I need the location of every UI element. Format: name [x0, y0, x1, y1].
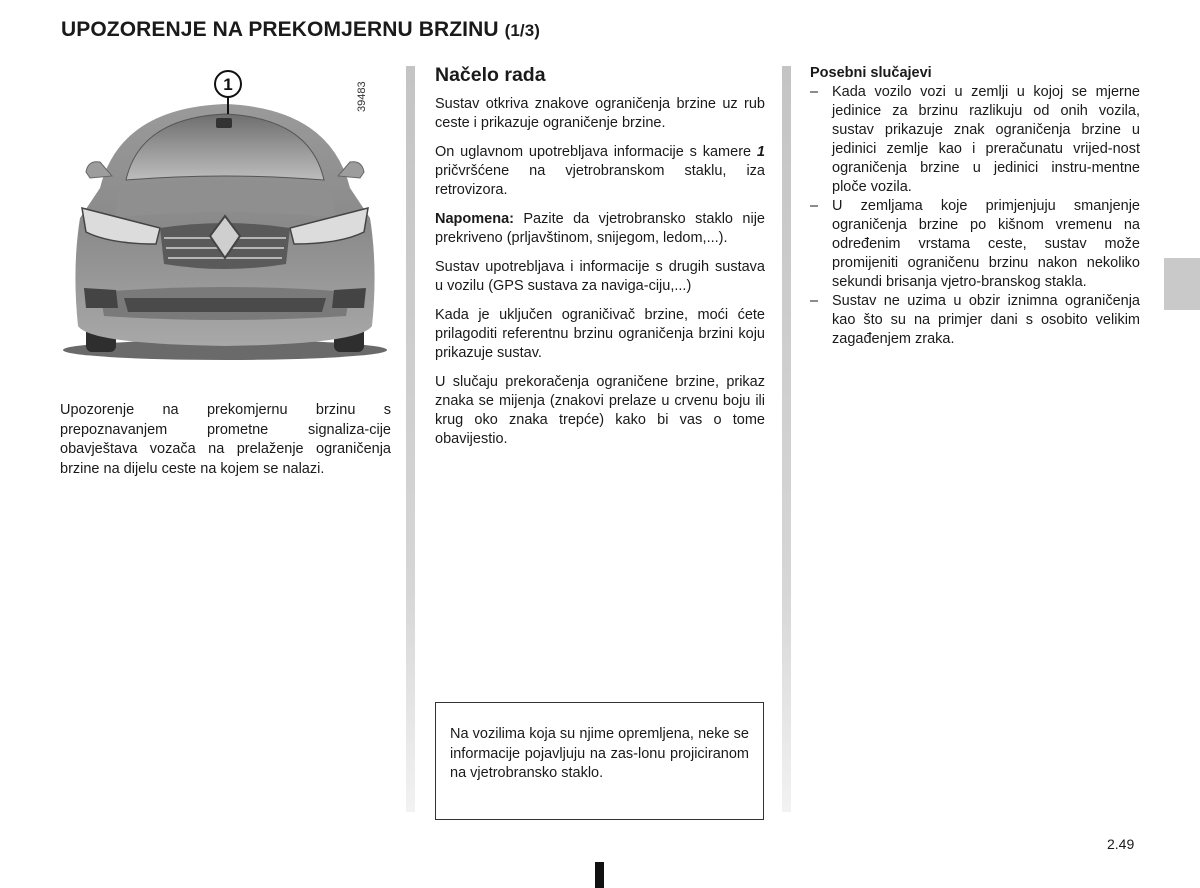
paragraph-2 — [435, 143, 765, 200]
car-front-figure — [60, 68, 390, 360]
section-heading: Načelo rada — [435, 64, 546, 86]
intro-paragraph: Upozorenje na prekomjernu brzinu s prepoznavanjem prometne signaliza-cije obavještava vozača na prelaženje ograničenja brzine na dijelu ceste na kojem se nalazi. — [60, 402, 391, 477]
camera-reference: 1 — [756, 144, 765, 160]
special-cases-section — [810, 64, 1140, 349]
page-title-text: UPOZORENJE NA PREKOMJERNU BRZINU — [61, 18, 499, 41]
page-title — [61, 18, 540, 42]
principle-section — [435, 64, 765, 459]
page-edge-mark — [595, 862, 604, 888]
column-divider-right — [782, 66, 791, 812]
paragraph-5: Kada je uključen ograničivač brzine, moći ćete prilagoditi referentnu brzinu ograničenja brzini koju prikazuje sustav. — [435, 307, 765, 361]
callout-number: 1 — [223, 75, 233, 94]
list-item — [810, 292, 1140, 349]
list-item — [810, 83, 1140, 197]
figure-number: 39483 — [356, 81, 368, 112]
list-dash: – — [810, 293, 819, 309]
column-divider-left — [406, 66, 415, 812]
paragraph-6: U slučaju prekoračenja ograničene brzine, prikaz znaka se mijenja (znakovi prelaze u crvenu boju ili krug oko znaka trepće) kako bi vas o tome obavijestio. — [435, 374, 765, 447]
list-item-text: U zemljama koje primjenjuju smanjenje ograničenja brzine po kišnom vremenu na određenim vrstama ceste, sustav može promijeniti ograničenu brzinu nakon nekoliko sekundi brisanja vjetro-branskog stakla. — [832, 198, 1140, 290]
list-dash: – — [810, 84, 819, 100]
special-cases-list — [810, 83, 1140, 349]
info-box-text: Na vozilima koja su njime opremljena, neke se informacije pojavljuju na zas-lonu projiciranom na vjetrobransko staklo. — [450, 726, 749, 781]
callout-marker — [206, 68, 266, 114]
paragraph-2-before: On uglavnom upotrebljava informacije s kamere — [435, 144, 757, 160]
paragraph-3 — [435, 210, 765, 248]
special-cases-heading: Posebni slučajevi — [810, 65, 932, 81]
page-number: 2.49 — [1107, 836, 1135, 852]
list-item-text: Sustav ne uzima u obzir iznimna ograničenja kao što su na primjer dani s osobito velikim zagađenjem zraka. — [832, 293, 1140, 347]
list-item-text: Kada vozilo vozi u zemlji u kojoj se mjerne jedinice za brzinu razlikuju od onih vozila, sustav prikazuje znak ograničenja brzine u jedinici zemlje kao i preračunatu vrijed-nost ograničenja brzine u jedinici instru-mentne ploče vozila. — [832, 84, 1140, 195]
page-title-part: (1/3) — [504, 21, 541, 40]
paragraph-1: Sustav otkriva znakove ograničenja brzine uz rub ceste i prikazuje ograničenje brzine. — [435, 96, 765, 131]
list-item — [810, 197, 1140, 292]
note-text: Pazite da vjetrobransko staklo nije prekriveno (prljavštinom, snijegom, ledom,...). — [435, 211, 765, 246]
list-dash: – — [810, 198, 819, 214]
chapter-tab — [1164, 258, 1200, 310]
paragraph-4: Sustav upotrebljava i informacije s drugih sustava u vozilu (GPS sustava za naviga-ciju,...) — [435, 259, 765, 294]
paragraph-2-after: pričvršćene na vjetrobranskom staklu, iza retrovizora. — [435, 163, 765, 198]
info-box — [435, 702, 764, 820]
note-label: Napomena: — [435, 211, 514, 227]
